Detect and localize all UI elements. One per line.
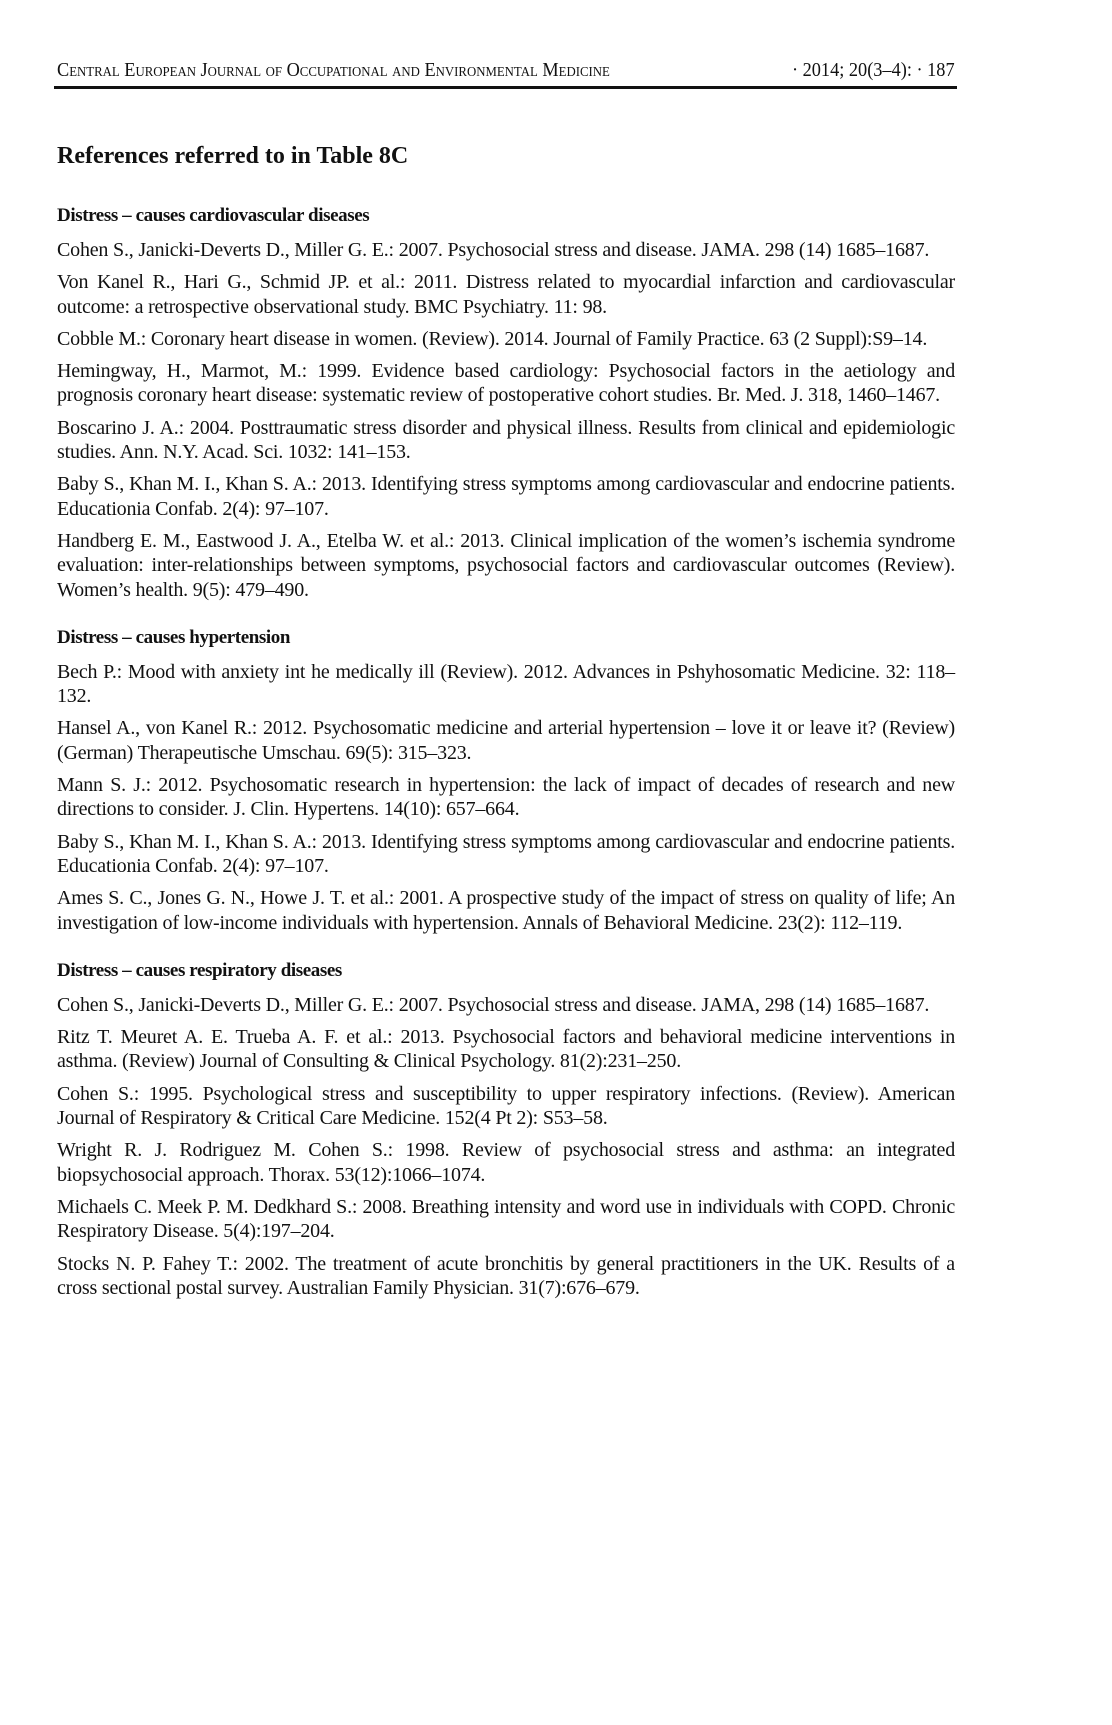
section-hypertension — [57, 626, 955, 935]
reference-item: Wright R. J. Rodriguez M. Cohen S.: 1998. Review of psychosocial stress and asthma: an integrated biopsychosocial approach. Thorax. 53(12):1066–1074. — [57, 1139, 955, 1186]
page-title: References referred to in Table 8C — [57, 143, 409, 169]
section-heading: Distress – causes respiratory diseases — [57, 959, 342, 981]
reference-item: Bech P.: Mood with anxiety int he medically ill (Review). 2012. Advances in Pshyhosomatic Medicine. 32: 118–132. — [57, 660, 955, 708]
section-heading: Distress – causes hypertension — [57, 626, 291, 648]
reference-item: Boscarino J. A.: 2004. Posttraumatic stress disorder and physical illness. Results from clinical and epidemiologic studies. Ann. N.Y. Acad. Sci. 1032: 141–153. — [57, 416, 955, 464]
running-header — [57, 59, 955, 87]
references-content — [57, 204, 955, 1324]
reference-item: Ritz T. Meuret A. E. Trueba A. F. et al.: 2013. Psychosocial factors and behavioral medicine interventions in asthma. (Review) Journal of Consulting & Clinical Psychology. 81(2):231–250. — [57, 1026, 955, 1073]
reference-item: Von Kanel R., Hari G., Schmid JP. et al.: 2011. Distress related to myocardial infarction and cardiovascular outcome: a retrospective observational study. BMC Psychiatry. 11: 98. — [57, 271, 955, 318]
header-rule — [54, 86, 957, 89]
reference-item: Baby S., Khan M. I., Khan S. A.: 2013. Identifying stress symptoms among cardiovascular and endocrine patients. Educationia Confab. 2(4): 97–107. — [57, 473, 955, 520]
reference-item: Ames S. C., Jones G. N., Howe J. T. et al.: 2001. A prospective study of the impact of stress on quality of life; An investigation of low-income individuals with hypertension. Annals of Behavioral Medicine. 23(2): 112–119. — [57, 887, 955, 934]
reference-item: Hansel A., von Kanel R.: 2012. Psychosomatic medicine and arterial hypertension – love it or leave it? (Review) (German) Therapeutische Umschau. 69(5): 315–323. — [57, 717, 955, 764]
reference-item: Baby S., Khan M. I., Khan S. A.: 2013. Identifying stress symptoms among cardiovascular and endocrine patients. Educationia Confab. 2(4): 97–107. — [57, 830, 955, 877]
reference-item: Handberg E. M., Eastwood J. A., Etelba W. et al.: 2013. Clinical implication of the women’s ischemia syndrome evaluation: inter-relationships between symptoms, psychosocial factors and cardiovascular outcomes (Review). Women’s health. 9(5): 479–490. — [57, 529, 955, 601]
reference-item: Mann S. J.: 2012. Psychosomatic research in hypertension: the lack of impact of decades of research and new directions to consider. J. Clin. Hypertens. 14(10): 657–664. — [57, 774, 955, 821]
section-cardiovascular — [57, 204, 955, 602]
reference-item: Stocks N. P. Fahey T.: 2002. The treatment of acute bronchitis by general practitioners in the UK. Results of a cross sectional postal survey. Australian Family Physician. 31(7):676–679. — [57, 1252, 955, 1299]
issue-and-page-number: · 2014; 20(3–4): · 187 — [791, 59, 955, 81]
reference-item: Cohen S.: 1995. Psychological stress and susceptibility to upper respiratory infections. (Review). American Journal of Respiratory & Critical Care Medicine. 152(4 Pt 2): S53–58. — [57, 1082, 955, 1130]
reference-item: Michaels C. Meek P. M. Dedkhard S.: 2008. Breathing intensity and word use in individuals with COPD. Chronic Respiratory Disease. 5(4):197–204. — [57, 1195, 955, 1243]
reference-item: Cohen S., Janicki-Deverts D., Miller G. E.: 2007. Psychosocial stress and disease. JAMA. 298 (14) 1685–1687. — [57, 239, 930, 261]
reference-item: Cobble M.: Coronary heart disease in women. (Review). 2014. Journal of Family Practice. 63 (2 Suppl):S9–14. — [57, 327, 928, 350]
journal-name: Central European Journal of Occupational and Environmental Medicine — [57, 59, 610, 81]
section-heading: Distress – causes cardiovascular diseases — [57, 205, 370, 226]
reference-item: Cohen S., Janicki-Deverts D., Miller G. E.: 2007. Psychosocial stress and disease. JAMA, 298 (14) 1685–1687. — [57, 993, 930, 1016]
section-respiratory — [57, 959, 955, 1300]
reference-item: Hemingway, H., Marmot, M.: 1999. Evidence based cardiology: Psychosocial factors in the aetiology and prognosis coronary heart disease: systematic review of postoperative cohort studies. Br. Med. J. 318, 1460–1467. — [57, 360, 955, 407]
